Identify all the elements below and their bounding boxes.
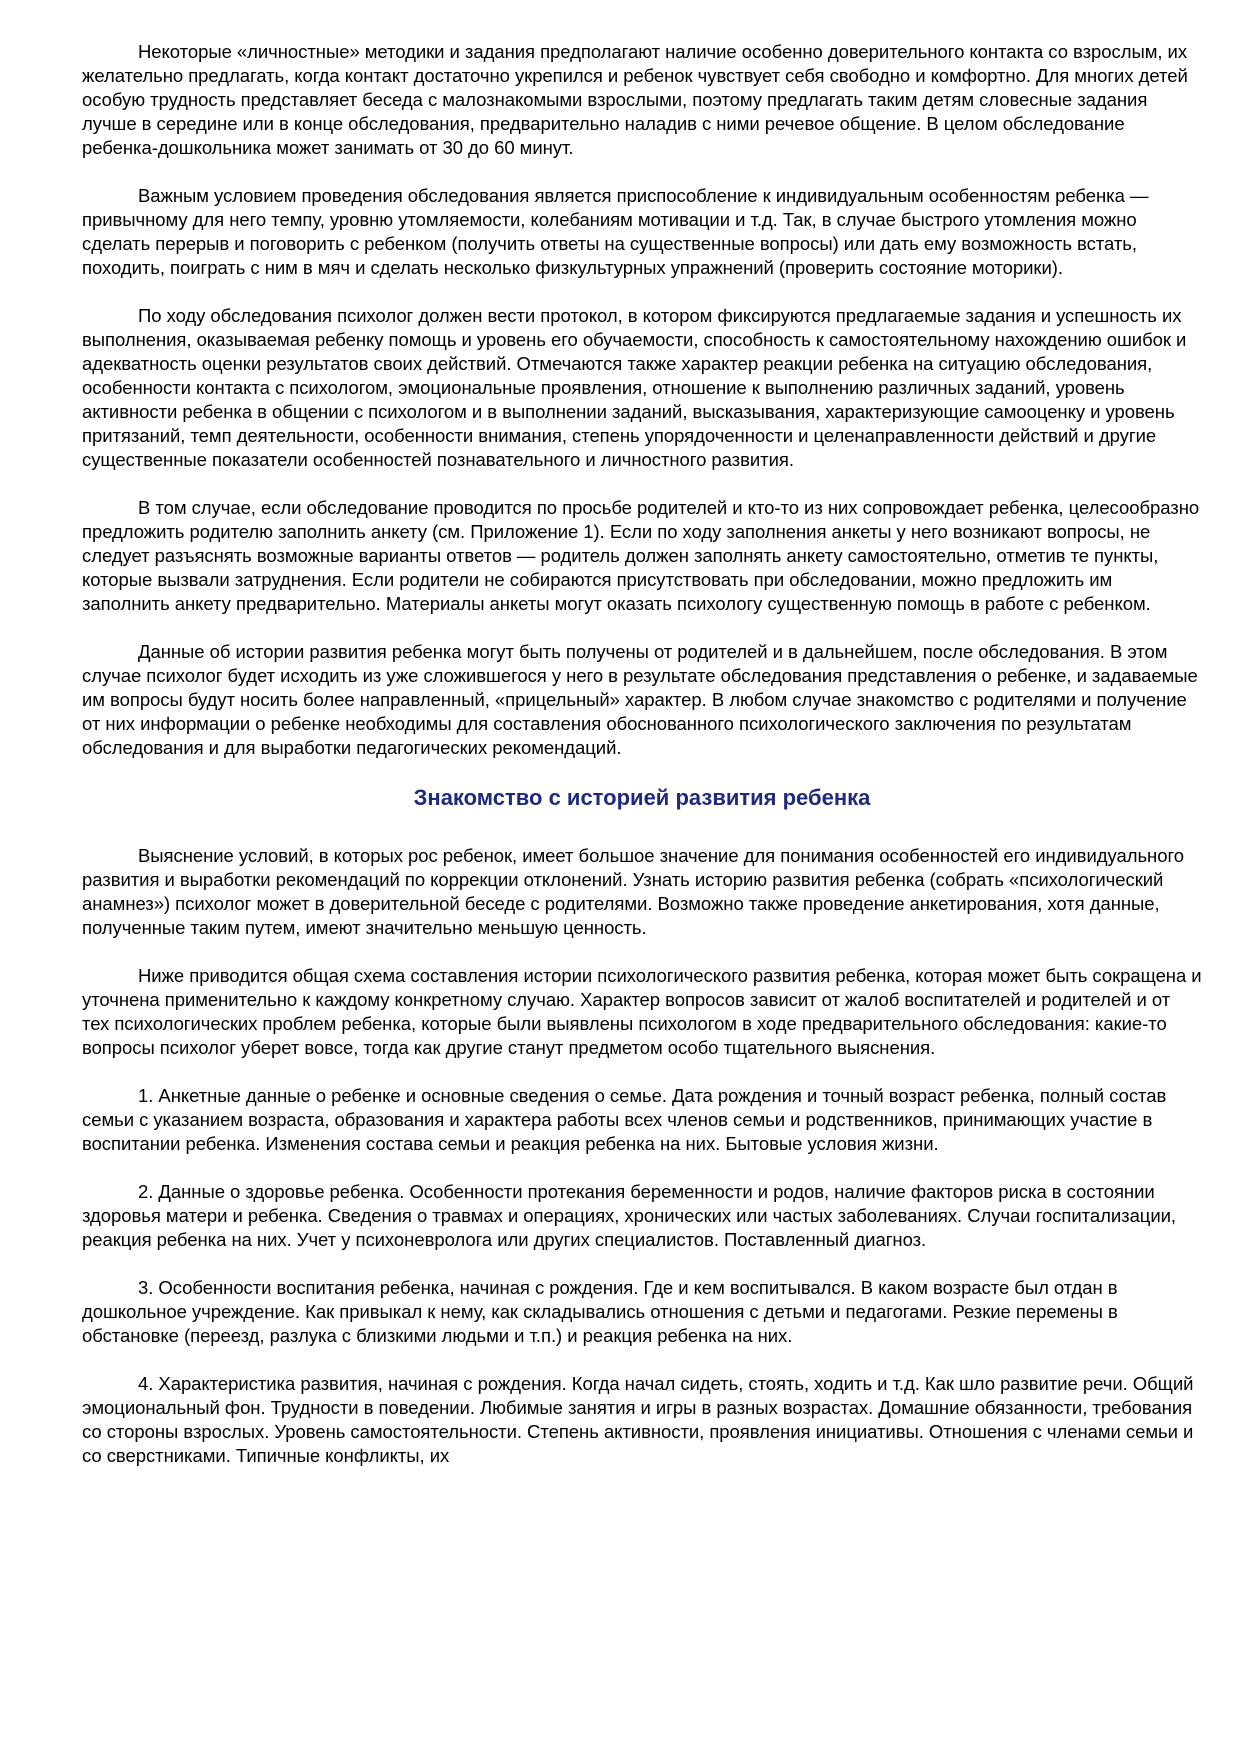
numbered-item-3: 3. Особенности воспитания ребенка, начиная с рождения. Где и кем воспитывался. В каком возрасте был отдан в дошкольное учреждение. Как привыкал к нему, как складывались отношения с детьми и педагогами. Резкие перемены в обстановке (переезд, разлука с близкими людьми и т.п.) и реакция ребенка на них. [82,1277,1118,1346]
paragraph-development-history-data: Данные об истории развития ребенка могут быть получены от родителей и в дальнейшем, после обследования. В этом случае психолог будет исходить из уже сложившегося у него в результате обследования представления о ребенке, и задаваемые им вопросы будут носить более направленный, «прицельный» характер. В любом случае знакомство с родителями и получение от них информации о ребенке необходимы для составления обоснованного психологического заключения по результатам обследования и для выработки педагогических рекомендаций. [82,641,1198,758]
paragraph-general-scheme: Ниже приводится общая схема составления истории психологического развития ребенка, которая может быть сокращена и уточнена применительно к каждому конкретному случаю. Характер вопросов зависит от жалоб воспитателей и родителей и от тех психологических проблем ребенка, которые были выявлены психологом в ходе предварительного обследования: какие-то вопросы психолог уберет вовсе, тогда как другие станут предметом особо тщательного выяснения. [82,965,1202,1058]
numbered-item-4: 4. Характеристика развития, начиная с рождения. Когда начал сидеть, стоять, ходить и т.д. Как шло развитие речи. Общий эмоциональный фон. Трудности в поведении. Любимые занятия и игры в разных возрастах. Домашние обязанности, требования со стороны взрослых. Уровень самостоятельности. Степень активности, проявления инициативы. Отношения с членами семьи и со сверстниками. Типичные конфликты, их [82,1373,1194,1466]
section-title: Знакомство с историей развития ребенка [413,785,871,810]
paragraph-conditions: Выяснение условий, в которых рос ребенок, имеет большое значение для понимания особенностей его индивидуального развития и выработки рекомендаций по коррекции отклонений. Узнать историю развития ребенка (собрать «психологический анамнез») психолог может в доверительной беседе с родителями. Возможно также проведение анкетирования, хотя данные, полученные таким путем, имеют значительно меньшую ценность. [82,845,1184,938]
numbered-item-1: 1. Анкетные данные о ребенке и основные сведения о семье. Дата рождения и точный возраст ребенка, полный состав семьи с указанием возраста, образования и характера работы всех членов семьи и родственников, принимающих участие в воспитании ребенка. Изменения состава семьи и реакция ребенка на них. Бытовые условия жизни. [82,1085,1167,1154]
document-page [82,40,1202,1492]
paragraph-parent-questionnaire: В том случае, если обследование проводится по просьбе родителей и кто-то из них сопровождает ребенка, целесообразно предложить родителю заполнить анкету (см. Приложение 1). Если по ходу заполнения анкеты у него возникают вопросы, не следует разъяснять возможные варианты ответов — родитель должен заполнять анкету самостоятельно, отметив те пункты, которые вызвали затруднения. Если родители не собираются присутствовать при обследовании, можно предложить им заполнить анкету предварительно. Материалы анкеты могут оказать психологу существенную помощь в работе с ребенком. [82,497,1200,614]
paragraph-personal-methods: Некоторые «личностные» методики и задания предполагают наличие особенно доверительного контакта со взрослым, их желательно предлагать, когда контакт достаточно укрепился и ребенок чувствует себя свободно и комфортно. Для многих детей особую трудность представляет беседа с малознакомыми взрослыми, поэтому предлагать таким детям словесные задания лучше в середине или в конце обследования, предварительно наладив с ними речевое общение. В целом обследование ребенка-дошкольника может занимать от 30 до 60 минут. [82,41,1188,158]
paragraph-adaptation: Важным условием проведения обследования является приспособление к индивидуальным особенностям ребенка — привычному для него темпу, уровню утомляемости, колебаниям мотивации и т.д. Так, в случае быстрого утомления можно сделать перерыв и поговорить с ребенком (получить ответы на существенные вопросы) или дать ему возможность встать, походить, поиграть с ним в мяч и сделать несколько физкультурных упражнений (проверить состояние моторики). [82,185,1149,278]
paragraph-protocol: По ходу обследования психолог должен вести протокол, в котором фиксируются предлагаемые задания и успешность их выполнения, оказываемая ребенку помощь и уровень его обучаемости, способность к самостоятельному нахождению ошибок и адекватность оценки результатов своих действий. Отмечаются также характер реакции ребенка на ситуацию обследования, особенности контакта с психологом, эмоциональные проявления, отношение к выполнению различных заданий, уровень активности ребенка в общении с психологом и в выполнении заданий, высказывания, характеризующие самооценку и уровень притязаний, темп деятельности, особенности внимания, степень упорядоченности и целенаправленности действий и другие существенные показатели особенностей познавательного и личностного развития. [82,305,1187,470]
numbered-item-2: 2. Данные о здоровье ребенка. Особенности протекания беременности и родов, наличие факторов риска в состоянии здоровья матери и ребенка. Сведения о травмах и операциях, хронических или частых заболеваниях. Случаи госпитализации, реакция ребенка на них. Учет у психоневролога или других специалистов. Поставленный диагноз. [82,1181,1177,1250]
